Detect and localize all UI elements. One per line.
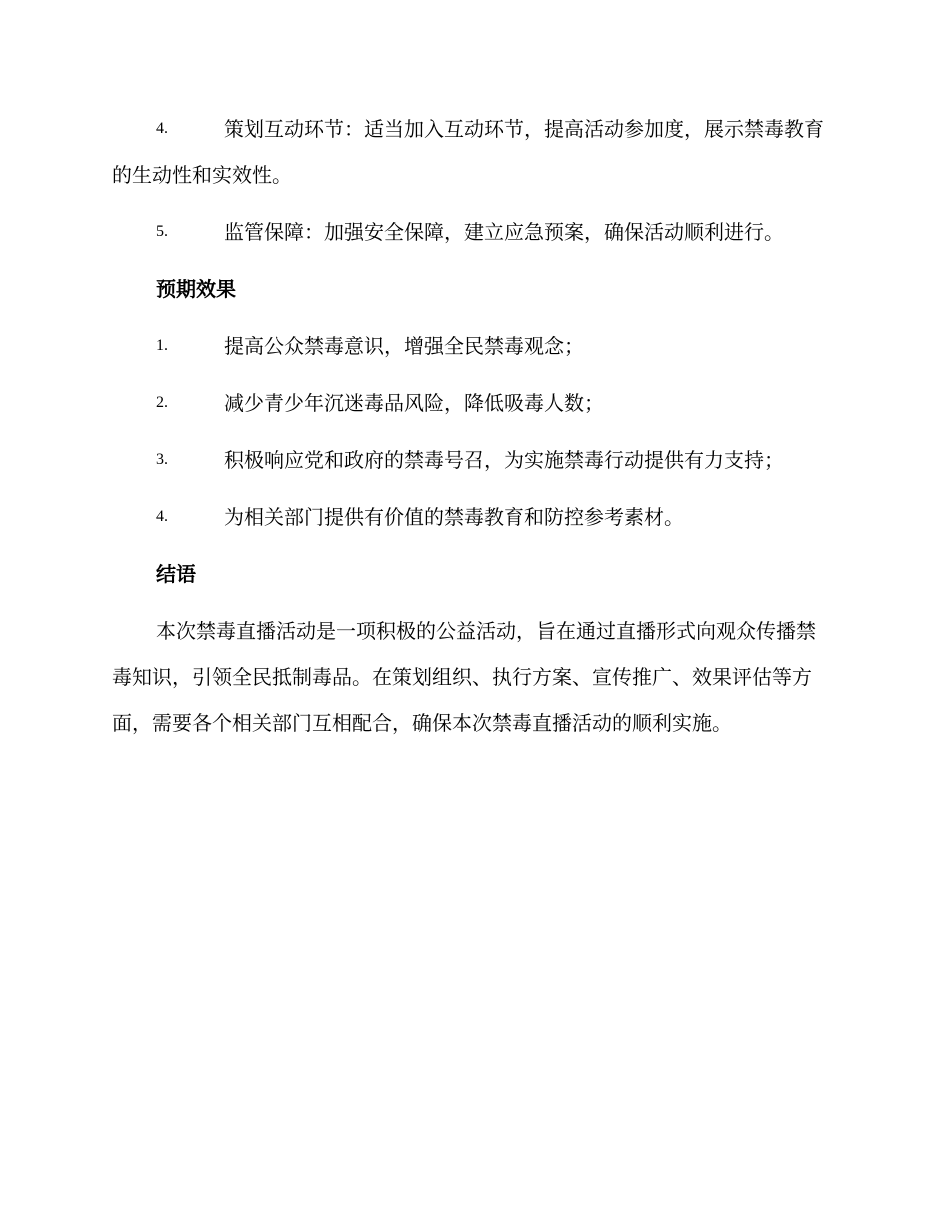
list-item bbox=[112, 323, 834, 369]
list-item bbox=[112, 380, 834, 426]
list-item-number: 4. bbox=[156, 508, 168, 525]
list-item bbox=[112, 437, 834, 483]
list-item-number: 2. bbox=[156, 394, 168, 411]
list-item-text: 为相关部门提供有价值的禁毒教育和防控参考素材。 bbox=[224, 505, 684, 529]
document-content bbox=[112, 106, 834, 746]
list-item-number: 4. bbox=[156, 120, 168, 137]
list-item-text: 监管保障：加强安全保障，建立应急预案，确保活动顺利进行。 bbox=[224, 220, 784, 244]
section-heading-conclusion: 结语 bbox=[156, 562, 196, 586]
list-item bbox=[112, 106, 834, 198]
list-item bbox=[112, 209, 834, 255]
list-item bbox=[112, 494, 834, 540]
list-item-number: 5. bbox=[156, 223, 168, 240]
list-item-number: 3. bbox=[156, 451, 168, 468]
list-item-text: 积极响应党和政府的禁毒号召，为实施禁毒行动提供有力支持； bbox=[224, 448, 784, 472]
section-heading-expected-effects: 预期效果 bbox=[156, 277, 236, 301]
list-item-text: 提高公众禁毒意识，增强全民禁毒观念； bbox=[224, 334, 584, 358]
conclusion-paragraph: 本次禁毒直播活动是一项积极的公益活动，旨在通过直播形式向观众传播禁毒知识，引领全民抵制毒品。在策划组织、执行方案、宣传推广、效果评估等方面，需要各个相关部门互相配合，确保本次禁毒直播活动的顺利实施。 bbox=[112, 619, 816, 735]
list-item-text: 策划互动环节：适当加入互动环节，提高活动参加度，展示禁毒教育的生动性和实效性。 bbox=[112, 117, 824, 187]
list-item-text: 减少青少年沉迷毒品风险，降低吸毒人数； bbox=[224, 391, 604, 415]
list-item-number: 1. bbox=[156, 337, 168, 354]
